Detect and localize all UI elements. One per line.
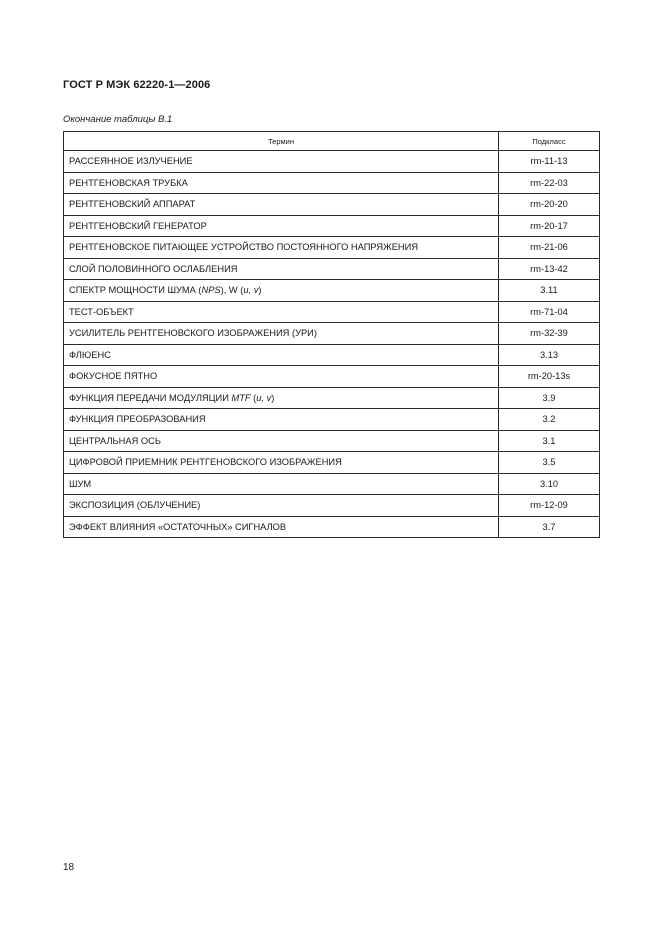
document-header: ГОСТ Р МЭК 62220-1—2006 <box>63 79 211 91</box>
table-row <box>64 473 600 495</box>
table-row <box>64 430 600 452</box>
table-row <box>64 215 600 237</box>
term-cell: ЦЕНТРАЛЬНАЯ ОСЬ <box>64 430 499 452</box>
term-cell: ЭКСПОЗИЦИЯ (ОБЛУЧЕНИЕ) <box>64 495 499 517</box>
table-header-row <box>64 132 600 151</box>
term-cell: СЛОЙ ПОЛОВИННОГО ОСЛАБЛЕНИЯ <box>64 258 499 280</box>
term-cell: ЭФФЕКТ ВЛИЯНИЯ «ОСТАТОЧНЫХ» СИГНАЛОВ <box>64 516 499 538</box>
term-cell: ШУМ <box>64 473 499 495</box>
column-header-subclass: Подкласс <box>499 132 600 151</box>
term-cell: ФУНКЦИЯ ПРЕОБРАЗОВАНИЯ <box>64 409 499 431</box>
subclass-cell: 3.9 <box>499 387 600 409</box>
term-cell: РЕНТГЕНОВСКОЕ ПИТАЮЩЕЕ УСТРОЙСТВО ПОСТОЯННОГО НАПРЯЖЕНИЯ <box>64 237 499 259</box>
subclass-cell: rm-20-17 <box>499 215 600 237</box>
term-italic-args: u, v <box>256 392 272 403</box>
subclass-cell: rm-20-20 <box>499 194 600 216</box>
term-text: ), W ( <box>220 285 244 296</box>
term-italic-abbr: NPS <box>201 285 221 296</box>
term-cell <box>64 280 499 302</box>
term-cell: УСИЛИТЕЛЬ РЕНТГЕНОВСКОГО ИЗОБРАЖЕНИЯ (УРИ) <box>64 323 499 345</box>
terms-table <box>63 131 600 538</box>
table-row <box>64 151 600 173</box>
table-row <box>64 366 600 388</box>
term-cell: ЦИФРОВОЙ ПРИЕМНИК РЕНТГЕНОВСКОГО ИЗОБРАЖЕНИЯ <box>64 452 499 474</box>
term-text: ) <box>258 285 262 296</box>
subclass-cell: 3.13 <box>499 344 600 366</box>
subclass-cell: rm-32-39 <box>499 323 600 345</box>
table-row <box>64 516 600 538</box>
term-text: СПЕКТР МОЩНОСТИ ШУМА ( <box>69 285 202 296</box>
term-text: ) <box>271 392 275 403</box>
table-row <box>64 301 600 323</box>
table-row <box>64 323 600 345</box>
table-row <box>64 452 600 474</box>
subclass-cell: rm-22-03 <box>499 172 600 194</box>
subclass-cell: 3.10 <box>499 473 600 495</box>
table-row <box>64 172 600 194</box>
term-cell: ФЛЮЕНС <box>64 344 499 366</box>
term-cell: ТЕСТ-ОБЪЕКТ <box>64 301 499 323</box>
table-row <box>64 280 600 302</box>
subclass-cell: rm-21-06 <box>499 237 600 259</box>
term-italic-args: u, v <box>243 285 259 296</box>
table-row <box>64 237 600 259</box>
term-cell: ФОКУСНОЕ ПЯТНО <box>64 366 499 388</box>
term-cell: РЕНТГЕНОВСКАЯ ТРУБКА <box>64 172 499 194</box>
subclass-cell: rm-12-09 <box>499 495 600 517</box>
subclass-cell: rm-11-13 <box>499 151 600 173</box>
column-header-term: Термин <box>64 132 499 151</box>
page-number: 18 <box>63 862 75 873</box>
term-text: ФУНКЦИЯ ПЕРЕДАЧИ МОДУЛЯЦИИ <box>69 392 232 403</box>
term-cell <box>64 387 499 409</box>
term-cell: РАССЕЯННОЕ ИЗЛУЧЕНИЕ <box>64 151 499 173</box>
table-row <box>64 387 600 409</box>
table-row <box>64 409 600 431</box>
subclass-cell: 3.11 <box>499 280 600 302</box>
term-italic-abbr: MTF <box>231 392 251 403</box>
term-cell: РЕНТГЕНОВСКИЙ АППАРАТ <box>64 194 499 216</box>
table-row <box>64 344 600 366</box>
table-row <box>64 495 600 517</box>
term-cell: РЕНТГЕНОВСКИЙ ГЕНЕРАТОР <box>64 215 499 237</box>
term-text: ( <box>250 392 257 403</box>
subclass-cell: 3.5 <box>499 452 600 474</box>
table-caption: Окончание таблицы B.1 <box>63 114 173 125</box>
subclass-cell: 3.7 <box>499 516 600 538</box>
table-row <box>64 194 600 216</box>
subclass-cell: 3.1 <box>499 430 600 452</box>
subclass-cell: rm-71-04 <box>499 301 600 323</box>
subclass-cell: 3.2 <box>499 409 600 431</box>
subclass-cell: rm-20-13s <box>499 366 600 388</box>
subclass-cell: rm-13-42 <box>499 258 600 280</box>
table-row <box>64 258 600 280</box>
